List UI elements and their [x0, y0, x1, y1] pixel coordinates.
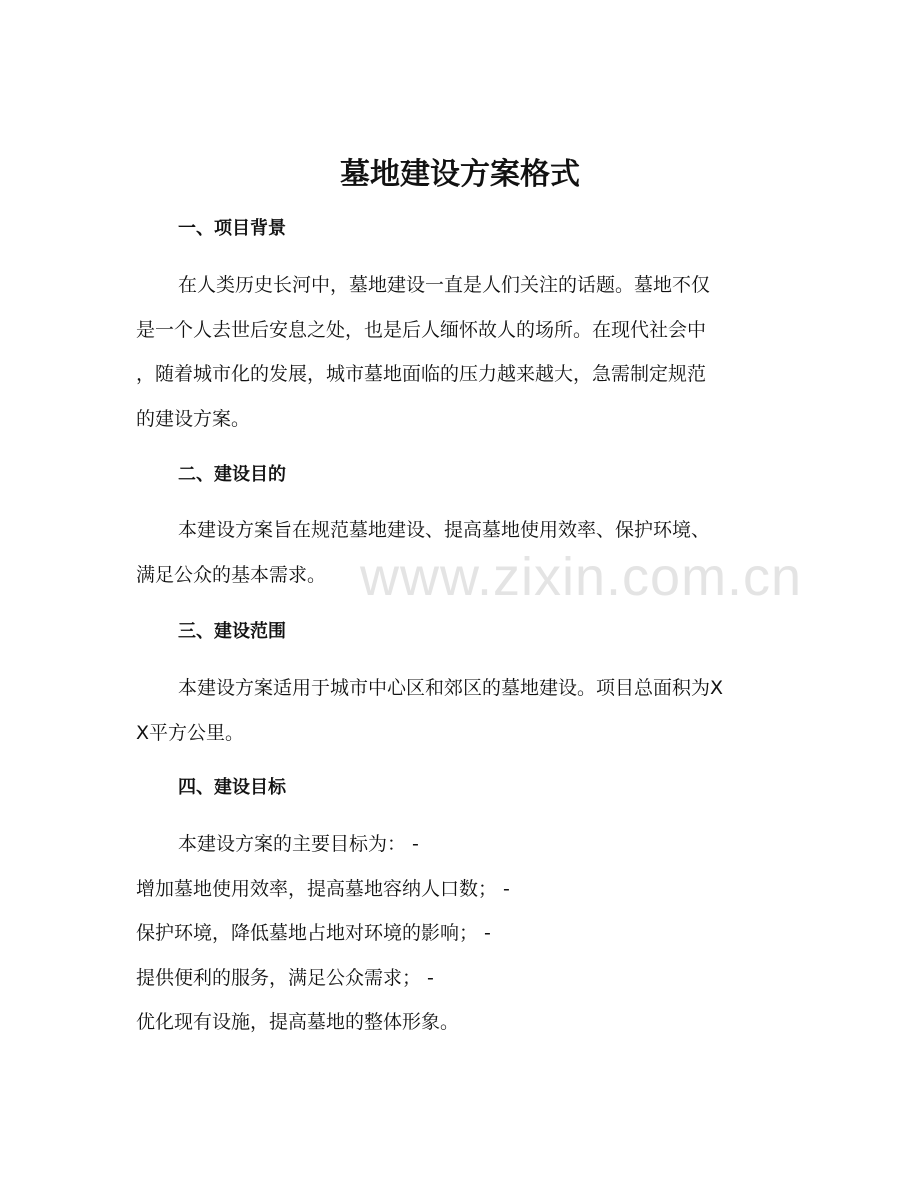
section-body-scope	[136, 666, 786, 755]
paragraph-line: 本建设方案旨在规范墓地建设、提高墓地使用效率、保护环境、	[178, 519, 711, 541]
paragraph-line: 是一个人去世后安息之处，也是后人缅怀故人的场所。在现代社会中	[136, 318, 707, 341]
document-title: 墓地建设方案格式	[340, 157, 580, 192]
watermark-text: www.zixin.com.cn	[360, 547, 803, 607]
section-heading-goals: 四、建设目标	[178, 777, 286, 798]
section-heading-background: 一、项目背景	[178, 218, 286, 239]
paragraph-line: 提供便利的服务，满足公众需求； -	[136, 966, 434, 989]
section-body-background	[136, 263, 786, 441]
paragraph-line: 满足公众的基本需求。	[136, 563, 327, 586]
paragraph-line: 增加墓地使用效率，提高墓地容纳人口数； -	[136, 877, 510, 900]
paragraph-line: 在人类历史长河中，墓地建设一直是人们关注的话题。墓地不仅	[178, 274, 711, 296]
paragraph-line: 的建设方案。	[136, 407, 251, 430]
section-heading-purpose: 二、建设目的	[178, 464, 286, 485]
section-heading-scope: 三、建设范围	[178, 621, 286, 642]
paragraph-line: X平方公里。	[136, 721, 245, 744]
paragraph-line: 本建设方案的主要目标为： -	[178, 833, 419, 855]
paragraph-line: 本建设方案适用于城市中心区和郊区的墓地建设。项目总面积为X	[178, 677, 724, 699]
paragraph-line: ，随着城市化的发展，城市墓地面临的压力越来越大，急需制定规范	[136, 363, 707, 385]
section-body-goals	[136, 822, 786, 1045]
paragraph-line: 优化现有设施，提高墓地的整体形象。	[136, 1011, 460, 1033]
paragraph-line: 保护环境，降低墓地占地对环境的影响； -	[136, 922, 491, 944]
section-body-purpose	[136, 508, 786, 597]
